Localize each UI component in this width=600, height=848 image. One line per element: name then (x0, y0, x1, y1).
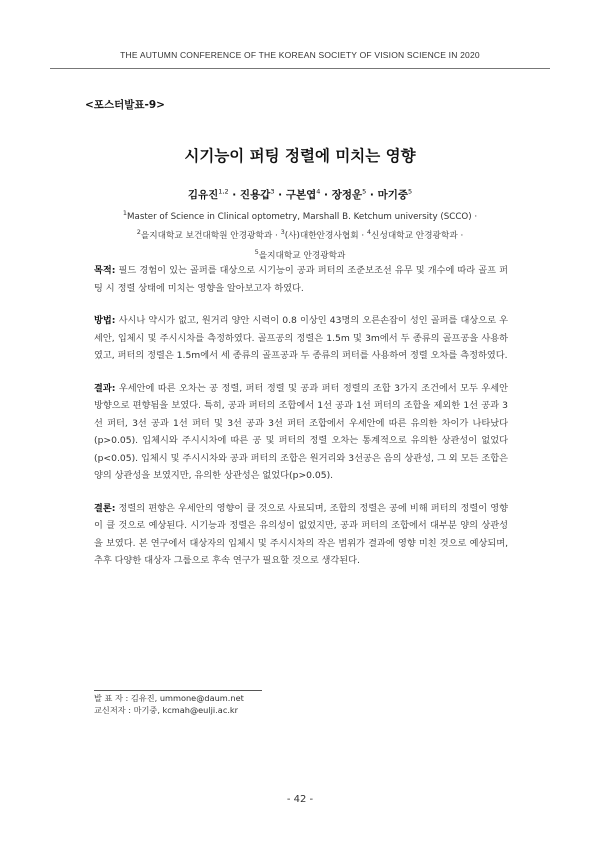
author-separator: · (274, 189, 286, 201)
poster-label: <포스터발표-9> (85, 99, 165, 111)
author-name: 마기중 (377, 189, 409, 201)
affiliation-line (0, 206, 600, 225)
affiliation-mark: 2 (136, 228, 141, 237)
author-affiliation-mark: 4 (316, 187, 321, 196)
methods-text: 사시나 약시가 없고, 원거리 양안 시력이 0.8 이상인 43명의 오른손잡이 성인 골퍼를 대상으로 우세안, 입체시 및 주시시차를 측정하였다. 골프공의 정렬은 1.5m 및 3m에서 두 종류의 골프공을 사용하였고, 퍼터의 정렬은 1.5m에서 세 종류의 골프공과 두 종류의 퍼터를 사용하여 정렬 오차를 측정하였다. (94, 315, 508, 361)
author-list (0, 187, 600, 202)
author-affiliation-mark: 1,2 (218, 187, 229, 196)
affiliation-text: 을지대학교 안경광학과 (258, 250, 346, 261)
purpose-text: 필드 경험이 있는 골퍼를 대상으로 시기능이 공과 퍼터의 조준보조선 유무 및 개수에 따라 골프 퍼팅 시 정렬 상태에 미치는 영향을 알아보고자 하였다. (94, 265, 508, 294)
author-separator: · (366, 189, 378, 201)
footnote-rule (94, 690, 262, 691)
paper-title: 시기능이 퍼팅 정렬에 미치는 영향 (184, 147, 416, 165)
abstract (94, 262, 508, 585)
affiliations (0, 206, 600, 264)
affiliation-text: (사)대한안경사협회 · (284, 231, 367, 242)
abstract-methods (94, 312, 508, 365)
affiliation-text: 을지대학교 보건대학원 안경광학과 · (140, 231, 281, 242)
author-separator: · (320, 189, 332, 201)
abstract-conclusion (94, 500, 508, 570)
author-name: 장정운 (331, 189, 363, 201)
affiliation-mark: 1 (122, 209, 127, 217)
affiliation-text: 신성대학교 안경광학과 · (371, 231, 464, 242)
results-text: 우세안에 따른 오차는 공 정렬, 퍼터 정렬 및 공과 퍼터 정렬의 조합 3가지 조건에서 모두 우세안 방향으로 편향됨을 보였다. 특히, 공과 퍼터의 조합에서 1선 공과 1선 퍼터의 조합을 제외한 1선 공과 3선 퍼터, 3선 공과 1선 퍼터 및 3선 공과 3선 퍼터 조합에서 우세안에 따른 유의한 차이가 나타났다(p>0.05). 입체시와 주시시차에 따른 공 및 퍼터의 정렬 오차는 통계적으로 유의한 상관성이 없었다(p<0.05). 입체시 및 주시시차와 공과 퍼터의 조합은 원거리와 3선공은 음의 상관성, 그 외 모든 조합은 양의 상관성을 보였지만, 유의한 상관성은 없었다(p>0.05). (94, 382, 508, 481)
affiliation-line (0, 225, 600, 244)
author-affiliation-mark: 5 (408, 187, 413, 196)
methods-label: 방법: (94, 315, 116, 326)
affiliation-mark: 4 (366, 228, 372, 237)
affiliation-text: Master of Science in Clinical optometry, Marshall B. Ketchum university (SCCO) · (127, 211, 478, 222)
corresponding-author-footnote: 교신저자 : 마기중, kcmah@eulji.ac.kr (94, 704, 239, 715)
purpose-label: 목적: (94, 265, 116, 276)
author-name: 구본엽 (285, 189, 317, 201)
presenter-footnote: 발 표 자 : 김유진, ummone@daum.net (94, 693, 244, 703)
abstract-results (94, 380, 508, 485)
affiliation-mark: 3 (280, 228, 285, 237)
header-rule (50, 68, 550, 69)
author-affiliation-mark: 5 (362, 187, 367, 196)
abstract-purpose (94, 262, 508, 297)
author-name: 김유진 (187, 189, 219, 201)
author-name: 진용갑 (239, 189, 271, 201)
author-separator: · (228, 189, 240, 201)
results-label: 결과: (94, 382, 116, 394)
running-head: THE AUTUMN CONFERENCE OF THE KOREAN SOCIETY OF VISION SCIENCE IN 2020 (120, 50, 480, 60)
affiliation-mark: 5 (254, 247, 259, 256)
conclusion-text: 정렬의 편향은 우세안의 영향이 클 것으로 사료되며, 조합의 정렬은 공에 비해 퍼터의 정렬이 영향이 클 것으로 예상된다. 시기능과 정렬은 유의성이 없었지만, 공과 퍼터의 조합에서 대부분 양의 상관성을 보였다. 본 연구에서 대상자의 입체시 및 주시시차의 작은 범위가 결과에 영향 미친 것으로 예상되며, 추후 다양한 대상자 그룹으로 후속 연구가 필요할 것으로 생각된다. (94, 502, 508, 566)
page-number: - 42 - (286, 794, 314, 805)
author-affiliation-mark: 3 (270, 187, 275, 196)
footnotes (94, 693, 244, 716)
conclusion-label: 결론: (94, 502, 116, 514)
